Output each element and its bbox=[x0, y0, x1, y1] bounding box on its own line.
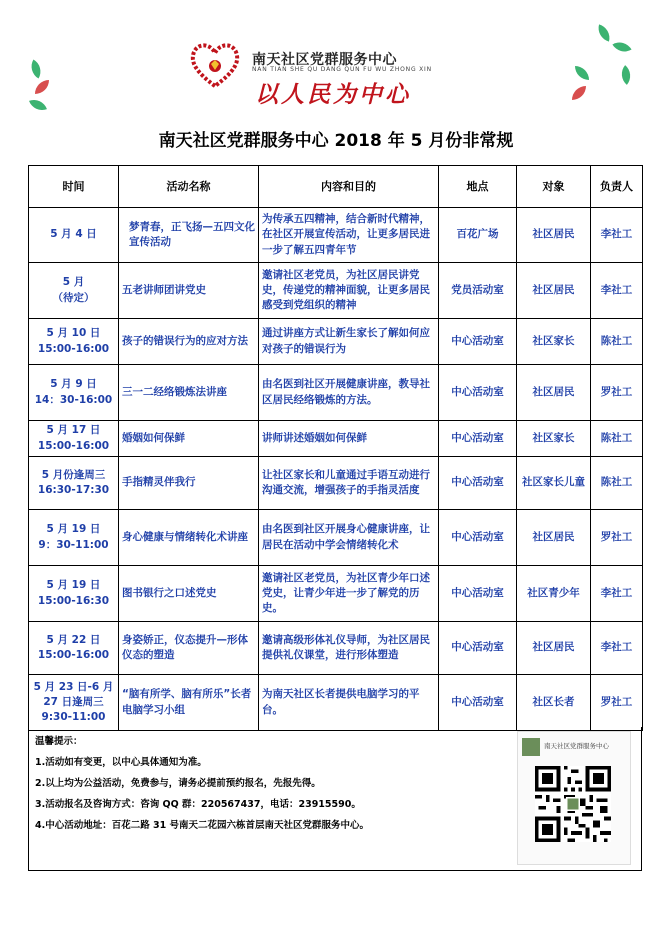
cell-time bbox=[29, 510, 119, 566]
header-time: 时间 bbox=[29, 166, 119, 208]
cell-place: 中心活动室 bbox=[439, 566, 517, 622]
cell-owner: 李社工 bbox=[591, 263, 643, 319]
table-row bbox=[29, 510, 643, 566]
time-line: 5 月 4 日 bbox=[50, 228, 97, 241]
time-line: 15:00-16:00 bbox=[37, 649, 110, 661]
cell-place: 党员活动室 bbox=[439, 263, 517, 319]
notes-list bbox=[35, 731, 369, 836]
time-line: （待定） bbox=[52, 291, 95, 304]
cell-owner: 罗社工 bbox=[591, 675, 643, 731]
time-line: 15:00-16:00 bbox=[37, 342, 110, 355]
cell-content: 通过讲座方式让新生家长了解如何应对孩子的错误行为 bbox=[259, 319, 439, 365]
cell-activity: 三一二经络锻炼法讲座 bbox=[119, 365, 259, 421]
cell-content: 为南天社区长者提供电脑学习的平台。 bbox=[259, 675, 439, 731]
cell-place: 中心活动室 bbox=[439, 421, 517, 457]
cell-place: 中心活动室 bbox=[439, 675, 517, 731]
note-item: 2.以上均为公益活动，免费参与，请务必提前预约报名，先报先得。 bbox=[35, 778, 321, 789]
cell-content: 由名医到社区开展身心健康讲座，让居民在活动中学会情绪转化术 bbox=[259, 510, 439, 566]
cell-target: 社区家长儿童 bbox=[517, 457, 591, 510]
cell-owner: 李社工 bbox=[591, 622, 643, 675]
cell-time bbox=[29, 675, 119, 731]
notes-heading: 温馨提示： bbox=[35, 736, 83, 747]
time-line: 5 月份逢周三 bbox=[41, 468, 106, 481]
cell-activity: 身心健康与情绪转化术讲座 bbox=[119, 510, 259, 566]
cell-content: 由名医到社区开展健康讲座，教导社区居民经络锻炼的方法。 bbox=[259, 365, 439, 421]
cell-content: 邀请社区老党员，为社区居民讲党史，传递党的精神面貌，让更多居民感受到党组织的精神 bbox=[259, 263, 439, 319]
leaf-decoration-icon bbox=[35, 80, 49, 94]
leaf-decoration-icon bbox=[26, 59, 45, 78]
cell-place: 中心活动室 bbox=[439, 319, 517, 365]
cell-owner: 李社工 bbox=[591, 208, 643, 263]
table-row bbox=[29, 457, 643, 510]
table-row bbox=[29, 421, 643, 457]
note-item: 3.活动报名及咨询方式：咨询 QQ 群：220567437，电话：23915590。 bbox=[35, 799, 361, 810]
cell-time bbox=[29, 319, 119, 365]
cell-content: 让社区家长和儿童通过手语互动进行沟通交流，增强孩子的手指灵活度 bbox=[259, 457, 439, 510]
leaf-decoration-icon bbox=[575, 66, 589, 80]
cell-time bbox=[29, 263, 119, 319]
cell-activity: 图书银行之口述党史 bbox=[119, 566, 259, 622]
heart-logo-icon bbox=[188, 40, 242, 90]
time-line: 5 月 10 日 bbox=[46, 327, 101, 340]
cell-activity: 梦青春，正飞扬—五四文化宣传活动 bbox=[119, 208, 259, 263]
table-row bbox=[29, 622, 643, 675]
slogan: 以人民为中心 bbox=[255, 81, 411, 108]
table-row bbox=[29, 319, 643, 365]
cell-place: 中心活动室 bbox=[439, 365, 517, 421]
cell-target: 社区家长 bbox=[517, 319, 591, 365]
cell-content: 为传承五四精神，结合新时代精神，在社区开展宣传活动，让更多居民进一步了解五四青年节 bbox=[259, 208, 439, 263]
time-line: 5 月 19 日 bbox=[46, 523, 101, 536]
cell-time bbox=[29, 421, 119, 457]
cell-activity: 孩子的错误行为的应对方法 bbox=[119, 319, 259, 365]
time-line: 5 月 19 日 bbox=[46, 579, 101, 592]
leaf-decoration-icon bbox=[29, 96, 47, 114]
cell-target: 社区居民 bbox=[517, 510, 591, 566]
leaf-decoration-icon bbox=[572, 86, 586, 100]
leaf-decoration-icon bbox=[612, 37, 631, 56]
header-content: 内容和目的 bbox=[259, 166, 439, 208]
leaf-decoration-icon bbox=[616, 65, 636, 85]
cell-owner: 陈社工 bbox=[591, 319, 643, 365]
time-line: 27 日逢周三 bbox=[43, 695, 104, 708]
table-row bbox=[29, 566, 643, 622]
wechat-qr-card bbox=[517, 731, 631, 865]
schedule-table bbox=[28, 165, 643, 731]
cell-time bbox=[29, 622, 119, 675]
table-header-row bbox=[29, 166, 643, 208]
cell-time bbox=[29, 457, 119, 510]
qr-card-title: 南天社区党群服务中心 bbox=[544, 742, 609, 750]
note-item: 4.中心活动地址：百花二路 31 号南天二花园六栋首层南天社区党群服务中心。 bbox=[35, 820, 370, 831]
time-line: 15:00-16:30 bbox=[37, 594, 110, 607]
header-target: 对象 bbox=[517, 166, 591, 208]
page-title: 南天社区党群服务中心 2018 年 5 月份非常规 bbox=[158, 131, 514, 151]
org-name: 南天社区党群服务中心 bbox=[252, 52, 397, 68]
cell-owner: 罗社工 bbox=[591, 365, 643, 421]
cell-target: 社区居民 bbox=[517, 622, 591, 675]
cell-content: 讲师讲述婚姻如何保鲜 bbox=[259, 421, 439, 457]
note-item: 1.活动如有变更，以中心具体通知为准。 bbox=[35, 757, 207, 768]
time-line: 5 月 22 日 bbox=[46, 633, 101, 646]
cell-place: 中心活动室 bbox=[439, 510, 517, 566]
cell-target: 社区居民 bbox=[517, 208, 591, 263]
header-place: 地点 bbox=[439, 166, 517, 208]
qr-card-header bbox=[522, 738, 626, 756]
cell-target: 社区居民 bbox=[517, 263, 591, 319]
cell-time bbox=[29, 365, 119, 421]
cell-owner: 陈社工 bbox=[591, 421, 643, 457]
cell-content: 邀请社区老党员，为社区青少年口述党史，让青少年进一步了解党的历史。 bbox=[259, 566, 439, 622]
leaf-decoration-icon bbox=[595, 24, 612, 41]
time-line: 9：30-11:00 bbox=[38, 538, 109, 551]
time-line: 5 月 9 日 bbox=[50, 378, 97, 391]
table-row bbox=[29, 263, 643, 319]
cell-target: 社区居民 bbox=[517, 365, 591, 421]
cell-time bbox=[29, 566, 119, 622]
cell-activity: 手指精灵伴我行 bbox=[119, 457, 259, 510]
header-activity: 活动名称 bbox=[119, 166, 259, 208]
table-row bbox=[29, 365, 643, 421]
table-row bbox=[29, 675, 643, 731]
cell-place: 百花广场 bbox=[439, 208, 517, 263]
cell-time bbox=[29, 208, 119, 263]
time-line: 5 月 bbox=[62, 276, 85, 289]
cell-content: 邀请高级形体礼仪导师，为社区居民提供礼仪课堂，进行形体塑造 bbox=[259, 622, 439, 675]
cell-owner: 李社工 bbox=[591, 566, 643, 622]
notes-box bbox=[28, 727, 642, 871]
cell-owner: 罗社工 bbox=[591, 510, 643, 566]
table-row bbox=[29, 208, 643, 263]
cell-target: 社区青少年 bbox=[517, 566, 591, 622]
cell-place: 中心活动室 bbox=[439, 622, 517, 675]
cell-activity: “脑有所学、脑有所乐”长者电脑学习小组 bbox=[119, 675, 259, 731]
cell-target: 社区长者 bbox=[517, 675, 591, 731]
time-line: 15:00-16:00 bbox=[37, 439, 110, 452]
cell-owner: 陈社工 bbox=[591, 457, 643, 510]
time-line: 5 月 23 日-6 月 bbox=[33, 680, 114, 693]
cell-target: 社区家长 bbox=[517, 421, 591, 457]
time-line: 5 月 17 日 bbox=[46, 424, 101, 437]
time-line: 16:30-17:30 bbox=[37, 484, 110, 496]
cell-activity: 身姿娇正，仪态提升—形体仪态的塑造 bbox=[119, 622, 259, 675]
qr-code-icon bbox=[535, 766, 611, 842]
time-line: 14：30-16:00 bbox=[34, 393, 113, 406]
org-pinyin: NAN TIAN SHE QU DANG QUN FU WU ZHONG XIN bbox=[252, 66, 432, 73]
time-line: 9:30-11:00 bbox=[41, 711, 106, 724]
cell-activity: 五老讲师团讲党史 bbox=[119, 263, 259, 319]
cell-place: 中心活动室 bbox=[439, 457, 517, 510]
header-owner: 负责人 bbox=[591, 166, 643, 208]
cell-activity: 婚姻如何保鲜 bbox=[119, 421, 259, 457]
avatar bbox=[522, 738, 540, 756]
